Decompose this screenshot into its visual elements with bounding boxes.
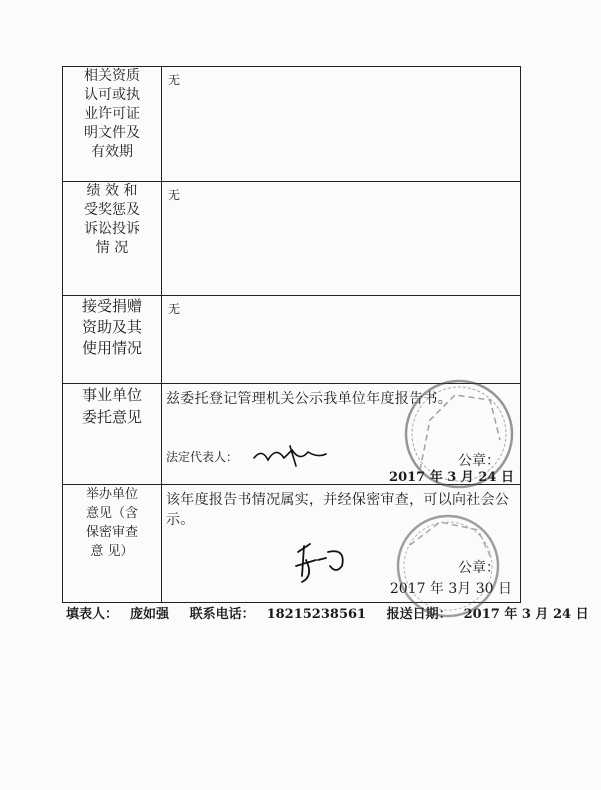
row-content [162, 485, 521, 603]
content-text: 无 [168, 302, 181, 316]
label-line: 接受捐赠 [81, 297, 142, 315]
label-line: 业许可证 [84, 106, 140, 122]
row-content [162, 296, 521, 384]
content-text: 无 [168, 73, 181, 87]
sponsor-date: 2017 年 3月 30 日 [389, 581, 512, 597]
label-line: 资助及其 [81, 318, 142, 336]
footer-line [66, 603, 601, 622]
row-content [162, 67, 521, 182]
entrust-date: 2017 年 3 月 24 日 [389, 470, 514, 485]
row-label [63, 182, 162, 296]
row-content [162, 384, 521, 485]
label-line: 意 见） [90, 544, 134, 559]
sponsor-opinion-text: 该年度报告书情况属实，并经保密审查，可以向社会公示。 [166, 492, 510, 528]
label-line: 举办单位 [85, 487, 138, 502]
report-date: 2017 年 3 月 24 日 [463, 607, 589, 622]
row-content [162, 182, 521, 296]
label-line: 明文件及 [84, 125, 140, 141]
row-label [63, 485, 162, 603]
label-line: 意见（含 [85, 506, 138, 521]
label-line: 使用情况 [81, 339, 142, 357]
table-row [63, 485, 521, 603]
legal-representative-label: 法定代表人： [166, 450, 239, 464]
table-row [63, 182, 521, 296]
phone-number: 18215238561 [266, 607, 367, 622]
seal-label: 公章： [458, 453, 500, 469]
label-line: 情 况 [95, 240, 129, 256]
table-row [63, 384, 521, 485]
row-label [63, 296, 162, 384]
filler-label: 填表人： [66, 607, 119, 622]
filler-name: 庞如强 [130, 607, 170, 622]
label-line: 诉讼投诉 [84, 221, 140, 237]
phone-label: 联系电话： [189, 607, 255, 622]
label-line: 认可或执 [84, 87, 140, 103]
label-line: 事业单位 [81, 386, 142, 404]
label-line: 委托意见 [81, 408, 142, 426]
seal-label: 公章： [458, 560, 500, 576]
row-label [63, 67, 162, 182]
table-row [63, 67, 521, 182]
label-line: 相关资质 [84, 68, 140, 84]
entrust-statement: 兹委托登记管理机关公示我单位年度报告书。 [166, 391, 452, 407]
label-line: 受奖惩及 [84, 202, 140, 218]
table-row [63, 296, 521, 384]
row-label [63, 384, 162, 485]
label-line: 绩 效 和 [86, 183, 138, 199]
report-form-table [62, 66, 521, 603]
label-line: 有效期 [91, 144, 133, 160]
report-date-label: 报送日期： [386, 607, 452, 622]
label-line: 保密审查 [85, 525, 138, 540]
content-text: 无 [168, 188, 181, 202]
